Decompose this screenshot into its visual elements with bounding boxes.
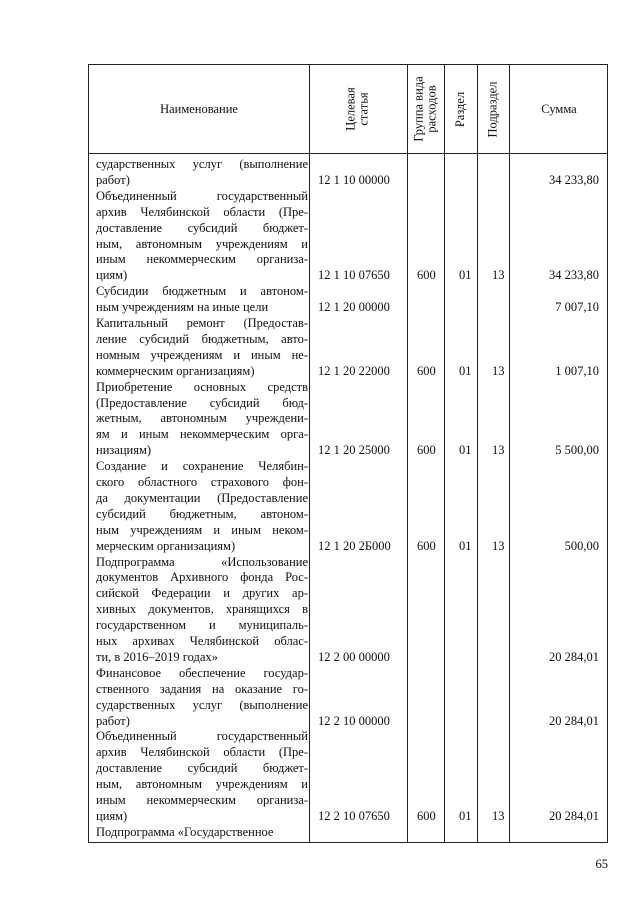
row-name-line: мерческим организациям) <box>96 538 236 553</box>
row-name-line: архив Челябинской области (Пре- <box>96 745 308 760</box>
column-divider <box>477 65 478 842</box>
row-name-line: Подпрограмма «Государственное <box>96 824 274 839</box>
header-code-line: статья <box>357 92 371 126</box>
row-name-line: доставление субсидий бюджет- <box>96 220 308 235</box>
row-subsection: 13 <box>492 268 505 283</box>
row-name-line: Объединенный государственный <box>96 188 308 203</box>
header-sum <box>509 65 609 153</box>
row-name-line: сударственных услуг (выполнение <box>96 157 308 171</box>
row-name-line: циям) <box>96 268 128 283</box>
row-group: 600 <box>417 443 436 458</box>
row-sum: 500,00 <box>564 538 599 553</box>
header-group <box>407 65 444 153</box>
row-name-line: ным, автономным учреждениям и <box>96 777 308 792</box>
row-name-line: Капитальный ремонт (Предостав- <box>96 316 308 330</box>
row-name-line: ственного задания на оказание го- <box>96 681 308 696</box>
row-name-line: хивных документов, хранящихся в <box>96 602 308 617</box>
row-name-line: сийской Федерации и других ар- <box>96 586 308 601</box>
header-subsection <box>477 65 509 153</box>
row-group: 600 <box>417 268 436 283</box>
row-name-line: документов Архивного фонда Рос- <box>96 570 308 585</box>
row-name-line: ным, автономным учреждениям и <box>96 236 308 251</box>
row-sum: 7 007,10 <box>555 300 599 315</box>
row-name-line: (Предоставление субсидий бюд- <box>96 395 308 410</box>
row-name-line: Субсидии бюджетным и автоном- <box>96 284 308 299</box>
header-group-label <box>413 76 439 141</box>
header-section <box>444 65 477 153</box>
row-name-line: коммерческим организациям) <box>96 363 255 378</box>
header-code <box>309 65 407 153</box>
row-group: 600 <box>417 363 436 378</box>
row-section: 01 <box>459 268 472 283</box>
column-divider <box>509 65 510 842</box>
row-code: 12 2 10 00000 <box>318 713 390 728</box>
row-name-line: иным некоммерческим организа- <box>96 252 308 267</box>
row-name-line: ным учреждениям и иным неком- <box>96 522 308 537</box>
row-subsection: 13 <box>492 363 505 378</box>
header-divider <box>89 153 607 154</box>
row-name-line: архив Челябинской области (Пре- <box>96 204 308 219</box>
row-code: 12 1 10 07650 <box>318 268 390 283</box>
row-name-line: ти, в 2016–2019 годах» <box>96 649 218 664</box>
row-name-line: Объединенный государственный <box>96 729 308 744</box>
row-name-line: жетным, автономным учреждени- <box>96 411 308 426</box>
header-subsection-label: Подраздел <box>485 81 500 137</box>
row-sum: 20 284,01 <box>549 808 599 823</box>
row-name-line: номным учреждениям и иным не- <box>96 347 308 362</box>
row-name-line: Создание и сохранение Челябин- <box>96 459 308 474</box>
row-name-line: субсидий бюджетным, автоном- <box>96 506 308 521</box>
row-group: 600 <box>417 538 436 553</box>
row-name-line: Финансовое обеспечение государ- <box>96 665 308 680</box>
row-name-line: сударственных услуг (выполнение <box>96 697 308 712</box>
row-code: 12 2 00 00000 <box>318 649 390 664</box>
row-code: 12 1 20 00000 <box>318 300 390 315</box>
row-sum: 20 284,01 <box>549 649 599 664</box>
column-divider <box>444 65 445 842</box>
header-group-line: Группа вида <box>411 76 426 142</box>
row-name-line: Подпрограмма «Использование <box>96 554 308 569</box>
budget-table <box>88 64 608 843</box>
row-code: 12 1 20 25000 <box>318 443 390 458</box>
row-code: 12 1 10 00000 <box>318 172 390 187</box>
row-code: 12 1 20 2Б000 <box>318 538 391 553</box>
header-code-line: Целевая <box>344 87 358 131</box>
row-sum: 1 007,10 <box>555 363 599 378</box>
header-name-label: Наименование <box>160 101 238 116</box>
row-sum: 34 233,80 <box>549 268 599 283</box>
row-code: 12 2 10 07650 <box>318 808 390 823</box>
row-name-line: да документации (Предоставление <box>96 490 308 505</box>
header-group-line: расходов <box>424 85 439 133</box>
row-name-line: циям) <box>96 808 128 823</box>
row-subsection: 13 <box>492 538 505 553</box>
row-section: 01 <box>459 443 472 458</box>
column-divider <box>309 65 310 842</box>
header-code-label <box>345 87 371 130</box>
row-name-line: работ) <box>96 172 130 187</box>
row-name-line: низациям) <box>96 443 152 458</box>
row-subsection: 13 <box>492 443 505 458</box>
page-number: 65 <box>595 857 608 871</box>
header-section-label: Раздел <box>453 91 468 127</box>
row-name-line: ных архивах Челябинской облас- <box>96 634 308 648</box>
row-name-line: доставление субсидий бюджет- <box>96 761 308 776</box>
row-name-line: государственном и муниципаль- <box>96 618 308 633</box>
row-name-line: ского областного страхового фон- <box>96 475 308 489</box>
row-section: 01 <box>459 808 472 823</box>
row-group: 600 <box>417 808 436 823</box>
row-section: 01 <box>459 538 472 553</box>
row-name-line: Приобретение основных средств <box>96 379 308 394</box>
row-name-line: ление субсидий бюджетным, авто- <box>96 331 308 346</box>
row-name-line: ным учреждениям на иные цели <box>96 300 269 315</box>
row-name-line: иным некоммерческим организа- <box>96 793 308 807</box>
row-subsection: 13 <box>492 808 505 823</box>
row-name-line: ям и иным некоммерческим орга- <box>96 427 308 442</box>
row-sum: 5 500,00 <box>555 443 599 458</box>
row-section: 01 <box>459 363 472 378</box>
header-sum-label: Сумма <box>541 101 577 116</box>
row-sum: 34 233,80 <box>549 172 599 187</box>
header-name <box>89 65 309 153</box>
column-divider <box>407 65 408 842</box>
row-sum: 20 284,01 <box>549 713 599 728</box>
row-name-line: работ) <box>96 713 130 728</box>
row-code: 12 1 20 22000 <box>318 363 390 378</box>
